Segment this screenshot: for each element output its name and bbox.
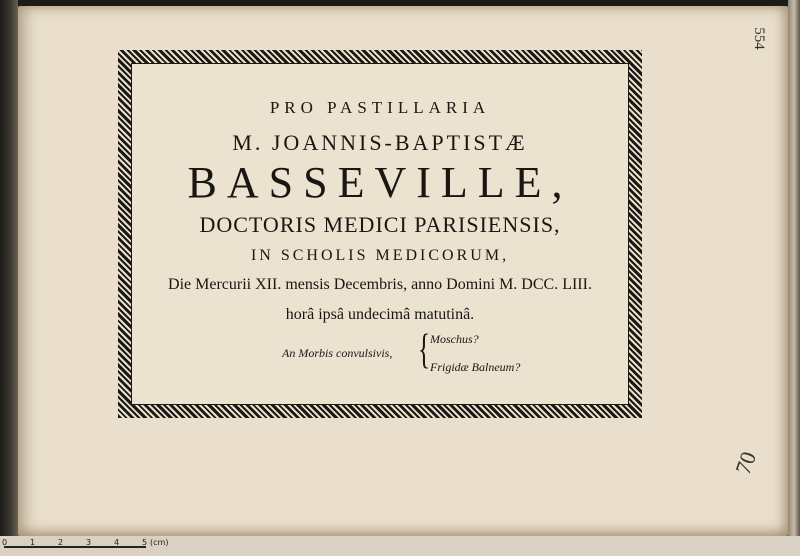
- page-edge: [788, 0, 800, 556]
- scale-tick: 0: [2, 538, 8, 547]
- thesis-option-1: Moschus?: [430, 332, 479, 346]
- time-line: horâ ipsâ undecimâ matutinâ.: [285, 306, 475, 323]
- scale-tick: 5: [142, 538, 148, 547]
- heading-line-5: IN SCHOLIS MEDICORUM,: [250, 247, 510, 264]
- ornamental-border: [118, 50, 642, 418]
- scale-tick: 3: [86, 538, 92, 547]
- heading-line-2: M. JOANNIS-BAPTISTÆ: [232, 130, 528, 155]
- scale-unit: (cm): [150, 538, 169, 547]
- brace-glyph: {: [418, 327, 431, 373]
- scale-bar: [4, 546, 146, 548]
- heading-line-1: PRO PASTILLARIA: [269, 98, 491, 117]
- scale-tick: 1: [30, 538, 36, 547]
- scale-tick: 4: [114, 538, 120, 547]
- date-line: Die Mercurii XII. mensis Decembris, anno Domini M. DCC. LIII.: [168, 276, 592, 293]
- scale-strip: [0, 536, 800, 556]
- name-title: BASSEVILLE,: [187, 158, 573, 207]
- book-spine: [0, 0, 18, 556]
- heading-line-4: DOCTORIS MEDICI PARISIENSIS,: [199, 212, 561, 237]
- thesis-question: An Morbis convulsivis,: [282, 346, 393, 360]
- title-panel: [132, 64, 628, 404]
- scale-tick: 2: [58, 538, 64, 547]
- page-number: 554: [750, 27, 767, 50]
- thesis-option-2: Frigidæ Balneum?: [430, 360, 521, 374]
- measurement-scale: [0, 536, 180, 556]
- handwritten-note: 70: [730, 448, 762, 478]
